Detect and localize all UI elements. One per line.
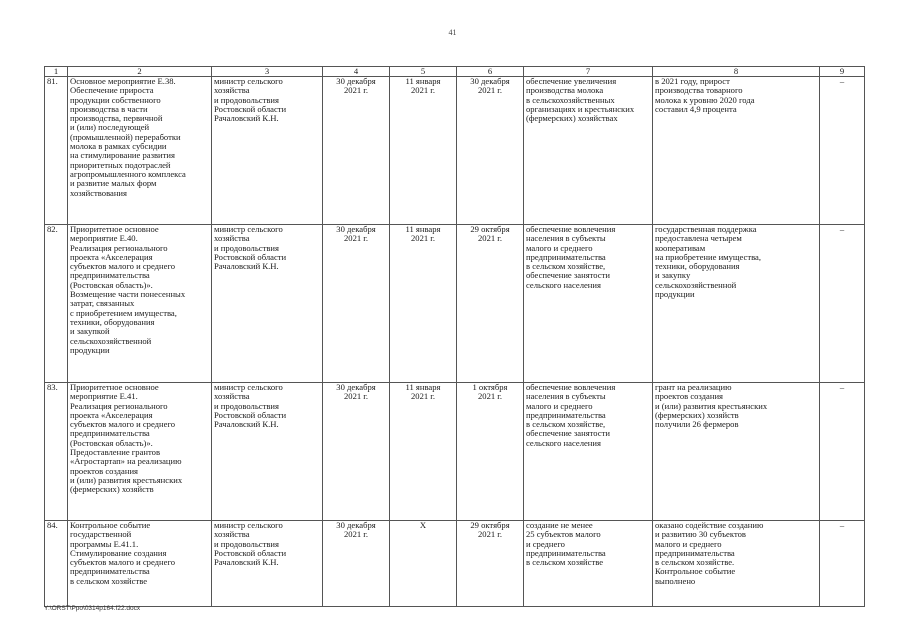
actual-start-date: 11 января 2021 г. [390, 225, 457, 383]
actual-end-date: 29 октября 2021 г. [457, 521, 524, 607]
report-table [44, 66, 865, 607]
responsible: министр сельского хозяйства и продовольствия Ростовской области Рачаловский К.Н. [212, 521, 323, 607]
actual-result: государственная поддержка предоставлена четырем кооперативам на приобретение имущества, техники, оборудования и закупку сельскохозяйственной продукции [653, 225, 820, 383]
expected-result: обеспечение увеличения производства молока в сельскохозяйственных организациях и крестьянских (фермерских) хозяйствах [524, 77, 653, 225]
expected-result: обеспечение вовлечения населения в субъекты малого и среднего предпринимательства в сельском хозяйстве, обеспечение занятости сельского населения [524, 225, 653, 383]
planned-end-date: 30 декабря 2021 г. [323, 383, 390, 521]
col9-value: – [820, 383, 865, 521]
actual-end-date: 1 октября 2021 г. [457, 383, 524, 521]
col-header-9: 9 [820, 67, 865, 77]
event-name: Приоритетное основное мероприятие Е.41. Реализация регионального проекта «Акселерация субъектов малого и среднего предпринимательства (Ростовская область)». Предоставление грантов «Агростартап» на реализацию проектов создания и (или) развития крестьянских (фермерских) хозяйств [68, 383, 212, 521]
actual-end-date: 29 октября 2021 г. [457, 225, 524, 383]
planned-end-date: 30 декабря 2021 г. [323, 77, 390, 225]
actual-result: оказано содействие созданию и развитию 30 субъектов малого и среднего предпринимательства в сельском хозяйстве. Контрольное событие выполнено [653, 521, 820, 607]
col-header-6: 6 [457, 67, 524, 77]
col-header-3: 3 [212, 67, 323, 77]
planned-end-date: 30 декабря 2021 г. [323, 521, 390, 607]
col-header-2: 2 [68, 67, 212, 77]
col-header-4: 4 [323, 67, 390, 77]
responsible: министр сельского хозяйства и продовольствия Ростовской области Рачаловский К.Н. [212, 77, 323, 225]
actual-start-date: Х [390, 521, 457, 607]
table-row [45, 77, 865, 225]
event-name: Приоритетное основное мероприятие Е.40. Реализация регионального проекта «Акселерация субъектов малого и среднего предпринимательства (Ростовская область)». Возмещение части понесенных затрат, связанных с приобретением имущества, техники, оборудования и закупкой сельскохозяйственной продукции [68, 225, 212, 383]
col9-value: – [820, 225, 865, 383]
actual-start-date: 11 января 2021 г. [390, 77, 457, 225]
row-number: 82. [45, 225, 68, 383]
header-row [45, 67, 865, 77]
file-path-footer: Y:\ORST\Ppo\0314p164.f22.docx [44, 605, 141, 612]
col-header-8: 8 [653, 67, 820, 77]
col-header-5: 5 [390, 67, 457, 77]
col9-value: – [820, 77, 865, 225]
actual-end-date: 30 декабря 2021 г. [457, 77, 524, 225]
row-number: 83. [45, 383, 68, 521]
col9-value: – [820, 521, 865, 607]
actual-start-date: 11 января 2021 г. [390, 383, 457, 521]
responsible: министр сельского хозяйства и продовольствия Ростовской области Рачаловский К.Н. [212, 383, 323, 521]
table-row [45, 521, 865, 607]
actual-result: грант на реализацию проектов создания и (или) развития крестьянских (фермерских) хозяйств получили 26 фермеров [653, 383, 820, 521]
page-number: 41 [448, 28, 457, 37]
col-header-1: 1 [45, 67, 68, 77]
actual-result: в 2021 году, прирост производства товарного молока к уровню 2020 года составил 4,9 процента [653, 77, 820, 225]
table-row [45, 383, 865, 521]
col-header-7: 7 [524, 67, 653, 77]
table-row [45, 225, 865, 383]
expected-result: создание не менее 25 субъектов малого и среднего предпринимательства в сельском хозяйстве [524, 521, 653, 607]
responsible: министр сельского хозяйства и продовольствия Ростовской области Рачаловский К.Н. [212, 225, 323, 383]
planned-end-date: 30 декабря 2021 г. [323, 225, 390, 383]
event-name: Контрольное событие государственной программы Е.41.1. Стимулирование создания субъектов малого и среднего предпринимательства в сельском хозяйстве [68, 521, 212, 607]
expected-result: обеспечение вовлечения населения в субъекты малого и среднего предпринимательства в сельском хозяйстве, обеспечение занятости сельского населения [524, 383, 653, 521]
row-number: 81. [45, 77, 68, 225]
event-name: Основное мероприятие Е.38. Обеспечение прироста продукции собственного производства в части производства, первичной и (или) последующей (промышленной) переработки молока в рамках субсидии на стимулирование развития приоритетных подотраслей агропромышленного комплекса и развитие малых форм хозяйствования [68, 77, 212, 225]
row-number: 84. [45, 521, 68, 607]
